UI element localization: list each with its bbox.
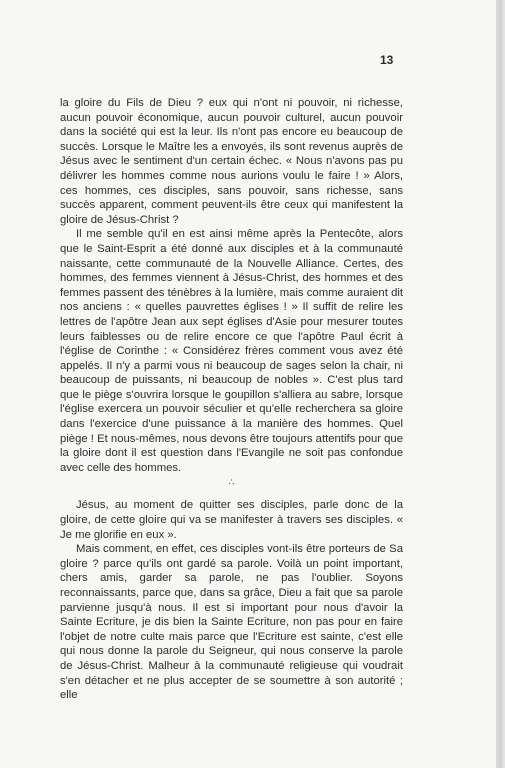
section-separator: ∴ — [228, 477, 235, 488]
body-text — [60, 96, 403, 703]
paragraph: Mais comment, en effet, ces disciples vont-ils être porteurs de Sa gloire ? parce qu'ils ont gardé sa parole. Voilà un point important, chers amis, garder sa parole, ne pas l'oublier. Soyons reconnaissants, parce que, dans sa grâce, Dieu a fait que sa parole parvienne jusqu'à nous. Il est si important pour nous d'avoir la Sainte Ecriture, je dis bien la Sainte Ecriture, non pas pour en faire l'objet de notre culte mais parce que l'Ecriture est sainte, c'est elle qui nous donne la parole du Seigneur, qui nous conserve la parole de Jésus-Christ. Malheur à la communauté religieuse qui voudrait s'en détacher et ne plus accepter de se soumettre à son autorité ; elle — [60, 543, 403, 702]
page-edge — [497, 0, 505, 768]
paragraph: la gloire du Fils de Dieu ? eux qui n'ont ni pouvoir, ni richesse, aucun pouvoir économique, aucun pouvoir culturel, aucun pouvoir dans la société qui est la leur. Ils n'ont pas encore eu beaucoup de succès. Lorsque le Maître les a envoyés, ils sont revenus auprès de Jésus avec le sentiment d'un certain échec. « Nous n'avons pas pu délivrer les hommes comme nous aurions voulu le faire ! » Alors, ces hommes, ces disciples, sans pouvoir, sans richesse, sans succès apparent, comment peuvent-ils être ceux qui manifestent la gloire de Jésus-Christ ? — [60, 97, 403, 226]
paragraph: Jésus, au moment de quitter ses disciples, parle donc de la gloire, de cette gloire qui va se manifester à travers ses disciples. « Je me glorifie en eux ». — [60, 499, 403, 541]
page-number: 13 — [380, 53, 394, 67]
paragraph: Il me semble qu'il en est ainsi même après la Pentecôte, alors que le Saint-Esprit a été donné aux disciples et à la communauté naissante, cette communauté de la Nouvelle Alliance. Certes, des hommes, des femmes viennent à Jésus-Christ, des hommes et des femmes passent des ténèbres à la lumière, mais comme auraient dit nos anciens : « quelles pauvrettes églises ! » Il suffit de relire les lettres de l'apôtre Jean aux sept églises d'Asie pour mesurer toutes leurs faiblesses ou de relire encore ce que l'apôtre Paul écrit à l'église de Corinthe : « Considérez frères comment vous avez été appelés. Il n'y a parmi vous ni beaucoup de sages selon la chair, ni beaucoup de puissants, ni beaucoup de nobles ». C'est plus tard que le piège s'ouvrira lorsque le goupillon s'alliera au sabre, lorsque l'église exercera un pouvoir séculier et qu'elle recherchera sa gloire dans l'exercice d'une puissance à la manière des hommes. Quel piège ! Et nous-mêmes, nous devons être toujours attentifs pour que la gloire dont il est question dans l'Evangile ne soit pas confondue avec celle des hommes. — [60, 228, 403, 474]
